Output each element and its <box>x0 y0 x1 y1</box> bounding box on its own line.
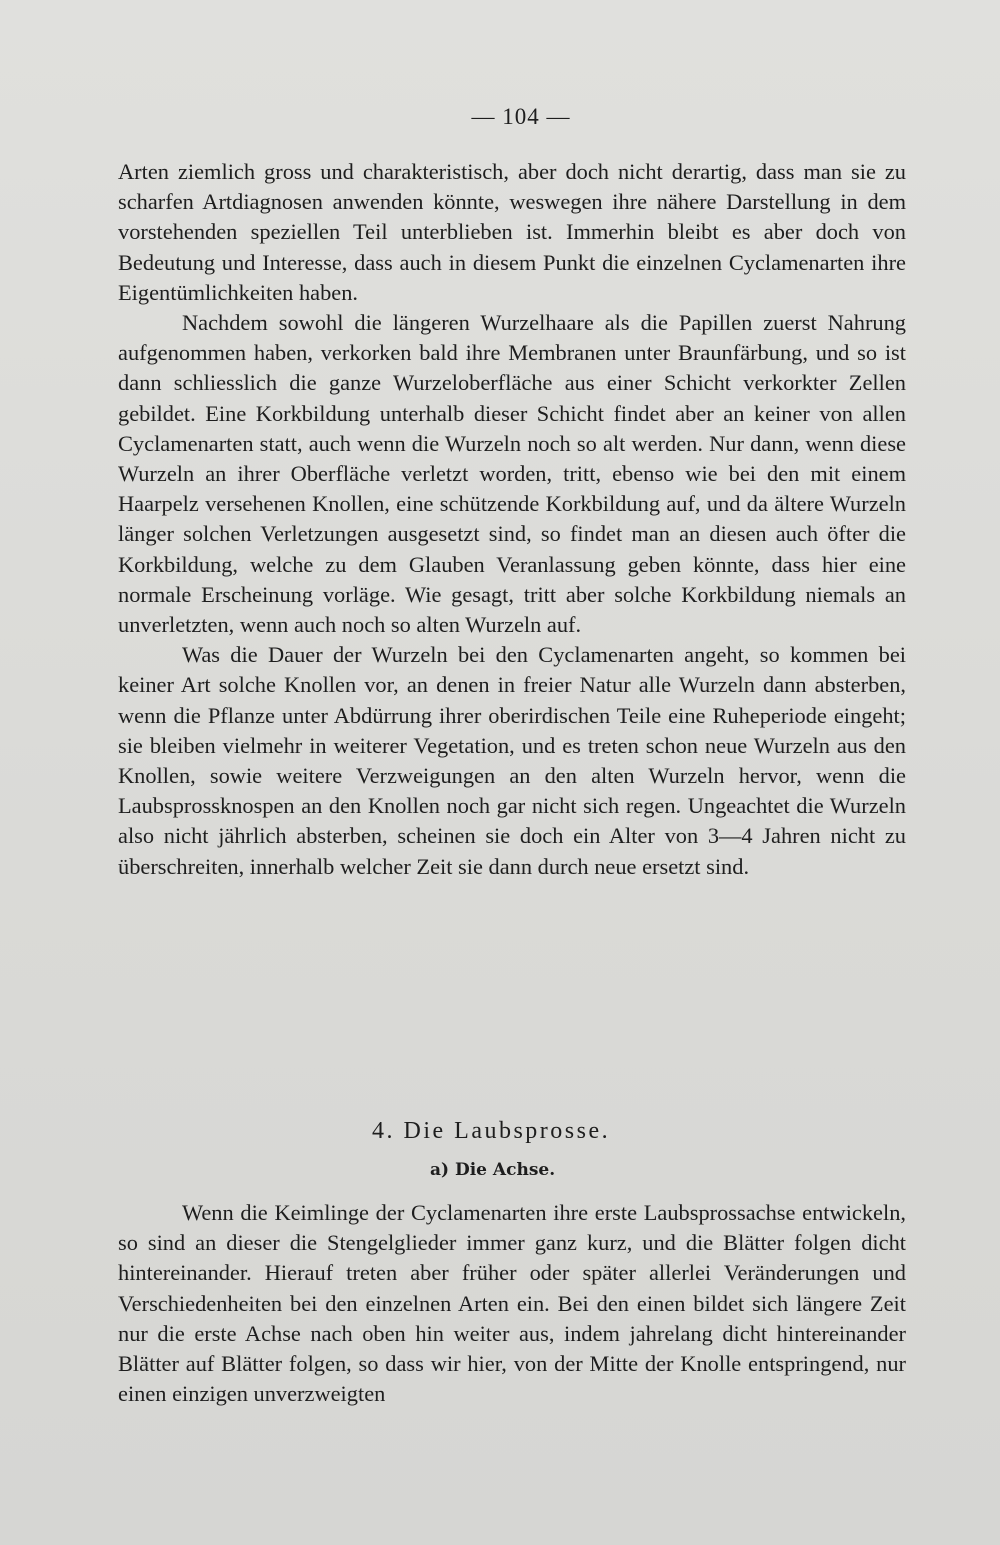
page-number: — 104 — <box>471 104 571 129</box>
body-text <box>118 157 906 882</box>
paragraph: Nachdem sowohl die längeren Wurzelhaare als die Papillen zuerst Nahrung aufgenommen haben, verkorken bald ihre Membranen unter Braunfärbung, und so ist dann schliesslich die ganze Wurzeloberfläche aus einer Schicht verkorkter Zellen gebildet. Eine Korkbildung unterhalb dieser Schicht findet aber an keiner von allen Cyclamenarten statt, auch wenn die Wurzeln noch so alt werden. Nur dann, wenn diese Wurzeln an ihrer Oberfläche verletzt worden, tritt, ebenso wie bei den mit einem Haarpelz versehenen Knollen, eine schützende Korkbildung auf, und da ältere Wurzeln länger solchen Verletzungen ausgesetzt sind, so findet man an diesen auch öfter die Korkbildung, welche zu dem Glauben Veranlassung geben könnte, dass hier eine normale Erscheinung vorläge. Wie gesagt, tritt aber solche Korkbildung niemals an unverletzten, wenn auch noch so alten Wurzeln auf. <box>118 310 906 638</box>
section-heading: 4. Die Laubsprosse. <box>372 1118 611 1144</box>
section-body-text <box>118 1198 906 1409</box>
paragraph: Was die Dauer der Wurzeln bei den Cyclamenarten angeht, so kommen bei keiner Art solche Knollen vor, an denen in freier Natur alle Wurzeln dann absterben, wenn die Pflanze unter Abdürrung ihrer oberirdischen Teile eine Ruheperiode eingeht; sie bleiben vielmehr in weiterer Vegetation, und es treten schon neue Wurzeln aus den Knollen, sowie weitere Verzweigungen an den alten Wurzeln hervor, wenn die Laubsprossknospen an den Knollen noch gar nicht sich regen. Ungeachtet die Wurzeln also nicht jährlich absterben, scheinen sie doch ein Alter von 3—4 Jahren nicht zu überschreiten, innerhalb welcher Zeit sie dann durch neue ersetzt sind. <box>118 642 906 879</box>
paragraph: Wenn die Keimlinge der Cyclamenarten ihre erste Laubsprossachse entwickeln, so sind an dieser die Stengelglieder immer ganz kurz, und die Blätter folgen dicht hintereinander. Hierauf treten aber früher oder später allerlei Veränderungen und Verschiedenheiten bei den einzelnen Arten ein. Bei den einen bildet sich längere Zeit nur die erste Achse nach oben hin weiter aus, indem jahrelang dicht hintereinander Blätter auf Blätter folgen, so dass wir hier, von der Mitte der Knolle entspringend, nur einen einzigen unverzweigten <box>118 1200 906 1407</box>
paragraph-continuation: Arten ziemlich gross und charakteristisch, aber doch nicht derartig, dass man sie zu scharfen Artdiagnosen anwenden könnte, weswegen ihre nähere Darstellung in dem vorstehenden speziellen Teil unterblieben ist. Immerhin bleibt es aber doch von Bedeutung und Interesse, dass auch in diesem Punkt die einzelnen Cyclamenarten ihre Eigentümlichkeiten haben. <box>118 159 906 305</box>
subsection-heading: a) Die Achse. <box>430 1160 556 1180</box>
